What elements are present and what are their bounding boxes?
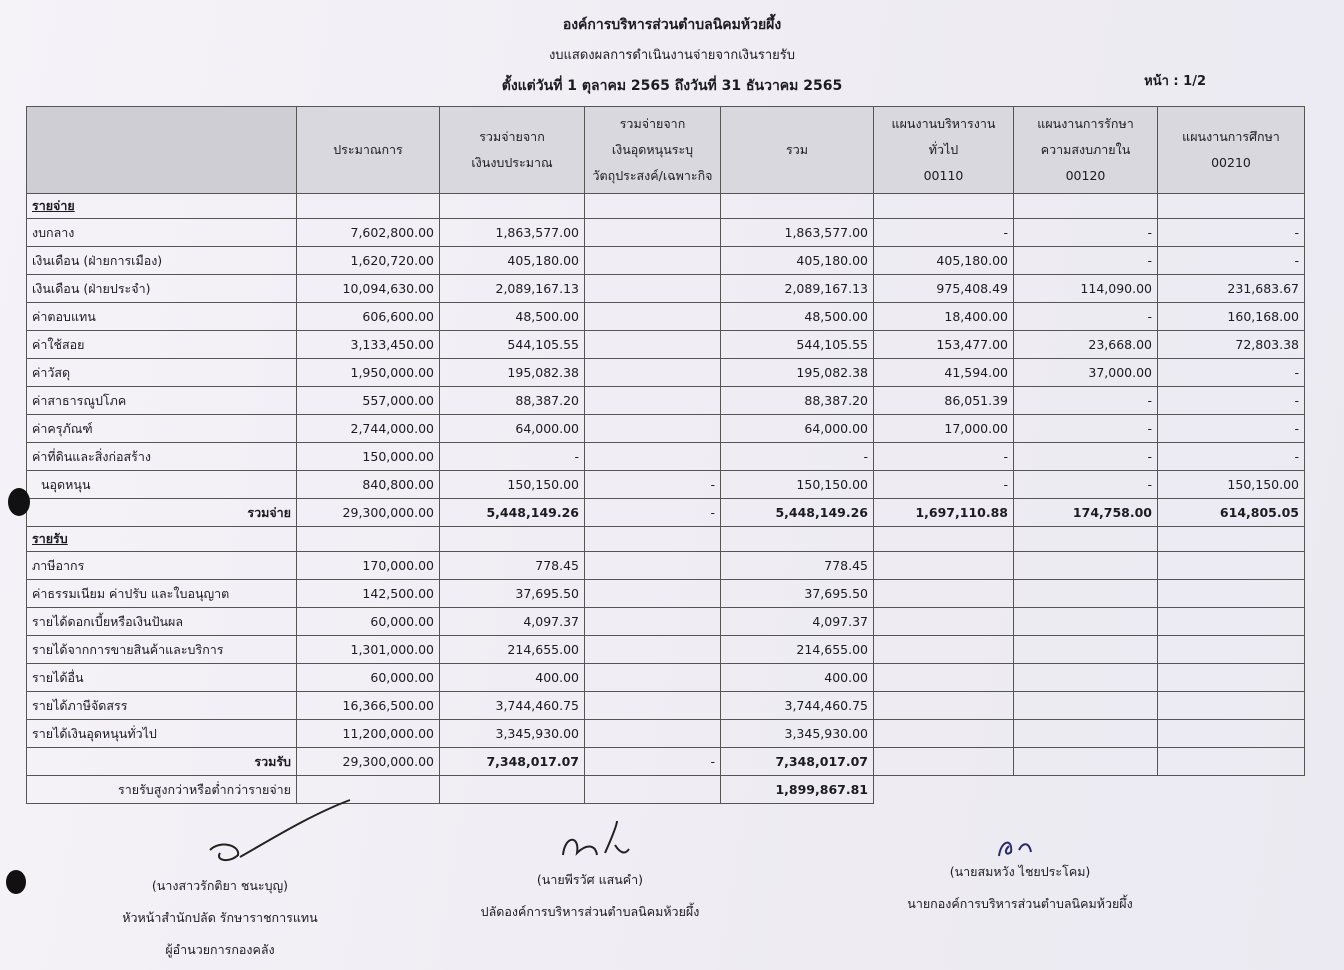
table-cell: 7,602,800.00 bbox=[297, 219, 440, 247]
table-cell: 150,150.00 bbox=[1158, 471, 1305, 499]
table-cell: - bbox=[1014, 471, 1158, 499]
table-row bbox=[27, 552, 1305, 580]
header-blank bbox=[27, 107, 297, 194]
table-row bbox=[27, 331, 1305, 359]
table-cell: 114,090.00 bbox=[1014, 275, 1158, 303]
table-cell bbox=[585, 359, 721, 387]
table-cell: 2,089,167.13 bbox=[721, 275, 874, 303]
header-total bbox=[721, 107, 874, 194]
table-row bbox=[27, 664, 1305, 692]
signature-scribble bbox=[200, 795, 360, 870]
table-cell bbox=[585, 580, 721, 608]
table-cell bbox=[585, 443, 721, 471]
table-cell: 1,863,577.00 bbox=[721, 219, 874, 247]
table-cell: 3,744,460.75 bbox=[721, 692, 874, 720]
column-header-text: เงินอุดหนุนระบุ bbox=[611, 142, 694, 157]
table-cell: 160,168.00 bbox=[1158, 303, 1305, 331]
header-plan-00110 bbox=[874, 107, 1014, 194]
report-period: ตั้งแต่วันที่ 1 ตุลาคม 2565 ถึงวันที่ 31 ธันวาคม 2565 bbox=[501, 78, 843, 94]
table-cell: 64,000.00 bbox=[440, 415, 585, 443]
table-cell: - bbox=[1158, 359, 1305, 387]
table-cell: 17,000.00 bbox=[874, 415, 1014, 443]
punch-hole-mark bbox=[6, 870, 26, 894]
table-cell: ค่าวัสดุ bbox=[27, 359, 297, 387]
table-cell: 606,600.00 bbox=[297, 303, 440, 331]
table-cell: - bbox=[721, 443, 874, 471]
column-header-text: ประมาณการ bbox=[333, 142, 403, 157]
table-cell: 1,301,000.00 bbox=[297, 636, 440, 664]
table-cell: 214,655.00 bbox=[440, 636, 585, 664]
table-cell: - bbox=[585, 748, 721, 776]
column-header-text: 00110 bbox=[923, 168, 964, 183]
column-header-text: ทั่วไป bbox=[928, 142, 959, 157]
table-cell: รายได้ดอกเบี้ยหรือเงินปันผล bbox=[27, 608, 297, 636]
table-cell: 60,000.00 bbox=[297, 608, 440, 636]
table-cell: 405,180.00 bbox=[874, 247, 1014, 275]
table-cell: 544,105.55 bbox=[440, 331, 585, 359]
table-row bbox=[27, 692, 1305, 720]
signer-name: (นายสมหวัง ไชยประโคม) bbox=[949, 864, 1091, 879]
table-row bbox=[27, 387, 1305, 415]
table-cell: - bbox=[1014, 387, 1158, 415]
table-cell bbox=[585, 692, 721, 720]
table-cell: ภาษีอากร bbox=[27, 552, 297, 580]
table-cell: นอุดหนุน bbox=[27, 471, 297, 499]
table-cell: 405,180.00 bbox=[721, 247, 874, 275]
table-cell: 142,500.00 bbox=[297, 580, 440, 608]
table-cell: 231,683.67 bbox=[1158, 275, 1305, 303]
table-cell: 5,448,149.26 bbox=[440, 499, 585, 527]
table-cell: 37,695.50 bbox=[721, 580, 874, 608]
table-cell: 48,500.00 bbox=[721, 303, 874, 331]
table-cell bbox=[585, 608, 721, 636]
signature-scribble bbox=[993, 832, 1043, 862]
table-cell: 48,500.00 bbox=[440, 303, 585, 331]
table-cell bbox=[585, 331, 721, 359]
table-cell: - bbox=[874, 443, 1014, 471]
table-row bbox=[27, 247, 1305, 275]
table-cell: 1,863,577.00 bbox=[440, 219, 585, 247]
table-row bbox=[27, 219, 1305, 247]
table-cell: - bbox=[1158, 247, 1305, 275]
table-cell: 23,668.00 bbox=[1014, 331, 1158, 359]
column-header-text: ความสงบภายใน bbox=[1040, 142, 1131, 157]
table-cell: - bbox=[1014, 219, 1158, 247]
table-row bbox=[27, 275, 1305, 303]
table-cell: ค่าใช้สอย bbox=[27, 331, 297, 359]
table-cell: 29,300,000.00 bbox=[297, 748, 440, 776]
signer-title: หัวหน้าสำนักปลัด รักษาราชการแทน bbox=[122, 910, 318, 925]
table-cell: รายได้ภาษีจัดสรร bbox=[27, 692, 297, 720]
table-cell bbox=[585, 552, 721, 580]
table-cell: 150,150.00 bbox=[721, 471, 874, 499]
table-cell: รายได้จากการขายสินค้าและบริการ bbox=[27, 636, 297, 664]
table-cell: 778.45 bbox=[440, 552, 585, 580]
table-row bbox=[27, 471, 1305, 499]
table-cell: ค่าธรรมเนียม ค่าปรับ และใบอนุญาต bbox=[27, 580, 297, 608]
table-cell: 37,000.00 bbox=[1014, 359, 1158, 387]
expense-total-row bbox=[27, 499, 1305, 527]
signature-block-left bbox=[110, 876, 330, 960]
table-header-row bbox=[27, 107, 1305, 194]
signer-title: ผู้อำนวยการกองคลัง bbox=[165, 942, 275, 957]
table-cell: 2,744,000.00 bbox=[297, 415, 440, 443]
table-cell: 37,695.50 bbox=[440, 580, 585, 608]
table-cell: 86,051.39 bbox=[874, 387, 1014, 415]
table-cell bbox=[585, 720, 721, 748]
income-total-row bbox=[27, 748, 1305, 776]
table-cell: 1,950,000.00 bbox=[297, 359, 440, 387]
signature-block-right bbox=[890, 862, 1150, 914]
table-cell: 150,150.00 bbox=[440, 471, 585, 499]
table-row bbox=[27, 415, 1305, 443]
table-row bbox=[27, 636, 1305, 664]
table-cell bbox=[585, 664, 721, 692]
table-cell bbox=[585, 387, 721, 415]
column-header-text: รวมจ่ายจาก bbox=[479, 129, 545, 144]
signature-scribble bbox=[555, 815, 635, 865]
signer-name: (นางสาวรักติยา ชนะบุญ) bbox=[151, 878, 289, 893]
financial-table bbox=[26, 106, 1305, 804]
table-cell: - bbox=[874, 219, 1014, 247]
table-cell: 153,477.00 bbox=[874, 331, 1014, 359]
table-cell: 1,620,720.00 bbox=[297, 247, 440, 275]
table-cell: 2,089,167.13 bbox=[440, 275, 585, 303]
table-cell: 11,200,000.00 bbox=[297, 720, 440, 748]
table-cell: 405,180.00 bbox=[440, 247, 585, 275]
table-cell: - bbox=[1158, 387, 1305, 415]
table-cell: - bbox=[585, 471, 721, 499]
expense-section-heading bbox=[27, 194, 1305, 219]
table-cell: รายรับสูงกว่าหรือต่ำกว่ารายจ่าย bbox=[27, 776, 297, 804]
table-row bbox=[27, 580, 1305, 608]
signer-title: ปลัดองค์การบริหารส่วนตำบลนิคมห้วยผึ้ง bbox=[480, 904, 700, 919]
table-cell bbox=[585, 303, 721, 331]
table-cell bbox=[585, 415, 721, 443]
table-cell: รวมจ่าย bbox=[27, 499, 297, 527]
table-cell: เงินเดือน (ฝ่ายประจำ) bbox=[27, 275, 297, 303]
table-cell: รายได้เงินอุดหนุนทั่วไป bbox=[27, 720, 297, 748]
punch-hole-mark bbox=[8, 488, 30, 516]
column-header-text: เงินงบประมาณ bbox=[471, 155, 553, 170]
table-cell: 195,082.38 bbox=[721, 359, 874, 387]
table-cell: - bbox=[1158, 219, 1305, 247]
table-cell: 557,000.00 bbox=[297, 387, 440, 415]
table-cell: ค่าสาธารณูปโภค bbox=[27, 387, 297, 415]
org-title: องค์การบริหารส่วนตำบลนิคมห้วยผึ้ง bbox=[562, 17, 782, 33]
table-cell: - bbox=[1014, 415, 1158, 443]
table-cell bbox=[585, 247, 721, 275]
header-spent bbox=[440, 107, 585, 194]
table-row bbox=[27, 608, 1305, 636]
table-cell: 400.00 bbox=[721, 664, 874, 692]
table-cell: 3,744,460.75 bbox=[440, 692, 585, 720]
column-header-text: แผนงานบริหารงาน bbox=[891, 116, 996, 131]
table-cell: 778.45 bbox=[721, 552, 874, 580]
table-cell: 88,387.20 bbox=[721, 387, 874, 415]
table-cell: ค่าตอบแทน bbox=[27, 303, 297, 331]
table-cell: 214,655.00 bbox=[721, 636, 874, 664]
table-cell: 170,000.00 bbox=[297, 552, 440, 580]
table-cell: - bbox=[1158, 415, 1305, 443]
table-cell: รายรับ bbox=[27, 527, 297, 552]
table-cell: - bbox=[1014, 247, 1158, 275]
table-cell: 4,097.37 bbox=[440, 608, 585, 636]
header-plan-00120 bbox=[1014, 107, 1158, 194]
table-cell: 975,408.49 bbox=[874, 275, 1014, 303]
table-cell: - bbox=[1014, 443, 1158, 471]
table-cell: 64,000.00 bbox=[721, 415, 874, 443]
table-row bbox=[27, 303, 1305, 331]
column-header-text: 00210 bbox=[1211, 155, 1251, 170]
table-cell: 174,758.00 bbox=[1014, 499, 1158, 527]
table-row bbox=[27, 720, 1305, 748]
table-cell: รายจ่าย bbox=[27, 194, 297, 219]
table-cell: 5,448,149.26 bbox=[721, 499, 874, 527]
table-cell bbox=[585, 219, 721, 247]
table-cell: 1,899,867.81 bbox=[721, 776, 874, 804]
header-plan-00210 bbox=[1158, 107, 1305, 194]
signer-title: นายกองค์การบริหารส่วนตำบลนิคมห้วยผึ้ง bbox=[907, 896, 1133, 911]
column-header-text: 00120 bbox=[1065, 168, 1106, 183]
table-cell: งบกลาง bbox=[27, 219, 297, 247]
table-cell: รายได้อื่น bbox=[27, 664, 297, 692]
header-budget bbox=[297, 107, 440, 194]
table-cell: 60,000.00 bbox=[297, 664, 440, 692]
table-cell: 3,345,930.00 bbox=[440, 720, 585, 748]
report-subtitle: งบแสดงผลการดำเนินงานจ่ายจากเงินรายรับ bbox=[548, 48, 796, 63]
table-cell: - bbox=[585, 499, 721, 527]
income-section-heading bbox=[27, 527, 1305, 552]
table-cell: 400.00 bbox=[440, 664, 585, 692]
table-cell: 3,133,450.00 bbox=[297, 331, 440, 359]
table-cell: 7,348,017.07 bbox=[721, 748, 874, 776]
table-cell: 29,300,000.00 bbox=[297, 499, 440, 527]
table-cell: 88,387.20 bbox=[440, 387, 585, 415]
header-grant bbox=[585, 107, 721, 194]
table-cell: 544,105.55 bbox=[721, 331, 874, 359]
column-header-text: แผนงานการศึกษา bbox=[1182, 129, 1280, 144]
table-cell: ค่าครุภัณฑ์ bbox=[27, 415, 297, 443]
table-cell: 614,805.05 bbox=[1158, 499, 1305, 527]
table-cell: 41,594.00 bbox=[874, 359, 1014, 387]
column-header-text: รวมจ่ายจาก bbox=[619, 116, 686, 131]
table-cell: 1,697,110.88 bbox=[874, 499, 1014, 527]
table-cell bbox=[585, 275, 721, 303]
table-row bbox=[27, 359, 1305, 387]
table-cell bbox=[585, 636, 721, 664]
table-cell: - bbox=[440, 443, 585, 471]
signature-block-center bbox=[460, 870, 720, 922]
signer-name: (นายพีรวัศ แสนคำ) bbox=[536, 872, 644, 887]
table-cell: - bbox=[874, 471, 1014, 499]
page-number: หน้า : 1/2 bbox=[1144, 74, 1206, 89]
table-cell: 4,097.37 bbox=[721, 608, 874, 636]
table-cell: - bbox=[1158, 443, 1305, 471]
table-cell: 195,082.38 bbox=[440, 359, 585, 387]
table-cell: เงินเดือน (ฝ่ายการเมือง) bbox=[27, 247, 297, 275]
table-cell: 840,800.00 bbox=[297, 471, 440, 499]
column-header-text: วัตถุประสงค์/เฉพาะกิจ bbox=[592, 168, 713, 183]
table-cell: 18,400.00 bbox=[874, 303, 1014, 331]
table-cell: ค่าที่ดินและสิ่งก่อสร้าง bbox=[27, 443, 297, 471]
table-cell: 10,094,630.00 bbox=[297, 275, 440, 303]
table-cell: 3,345,930.00 bbox=[721, 720, 874, 748]
column-header-text: แผนงานการรักษา bbox=[1037, 116, 1134, 131]
table-cell: 72,803.38 bbox=[1158, 331, 1305, 359]
table-row bbox=[27, 443, 1305, 471]
table-cell: 7,348,017.07 bbox=[440, 748, 585, 776]
column-header-text: รวม bbox=[786, 142, 808, 157]
table-cell: 150,000.00 bbox=[297, 443, 440, 471]
table-cell: - bbox=[1014, 303, 1158, 331]
table-cell: 16,366,500.00 bbox=[297, 692, 440, 720]
table-cell: รวมรับ bbox=[27, 748, 297, 776]
